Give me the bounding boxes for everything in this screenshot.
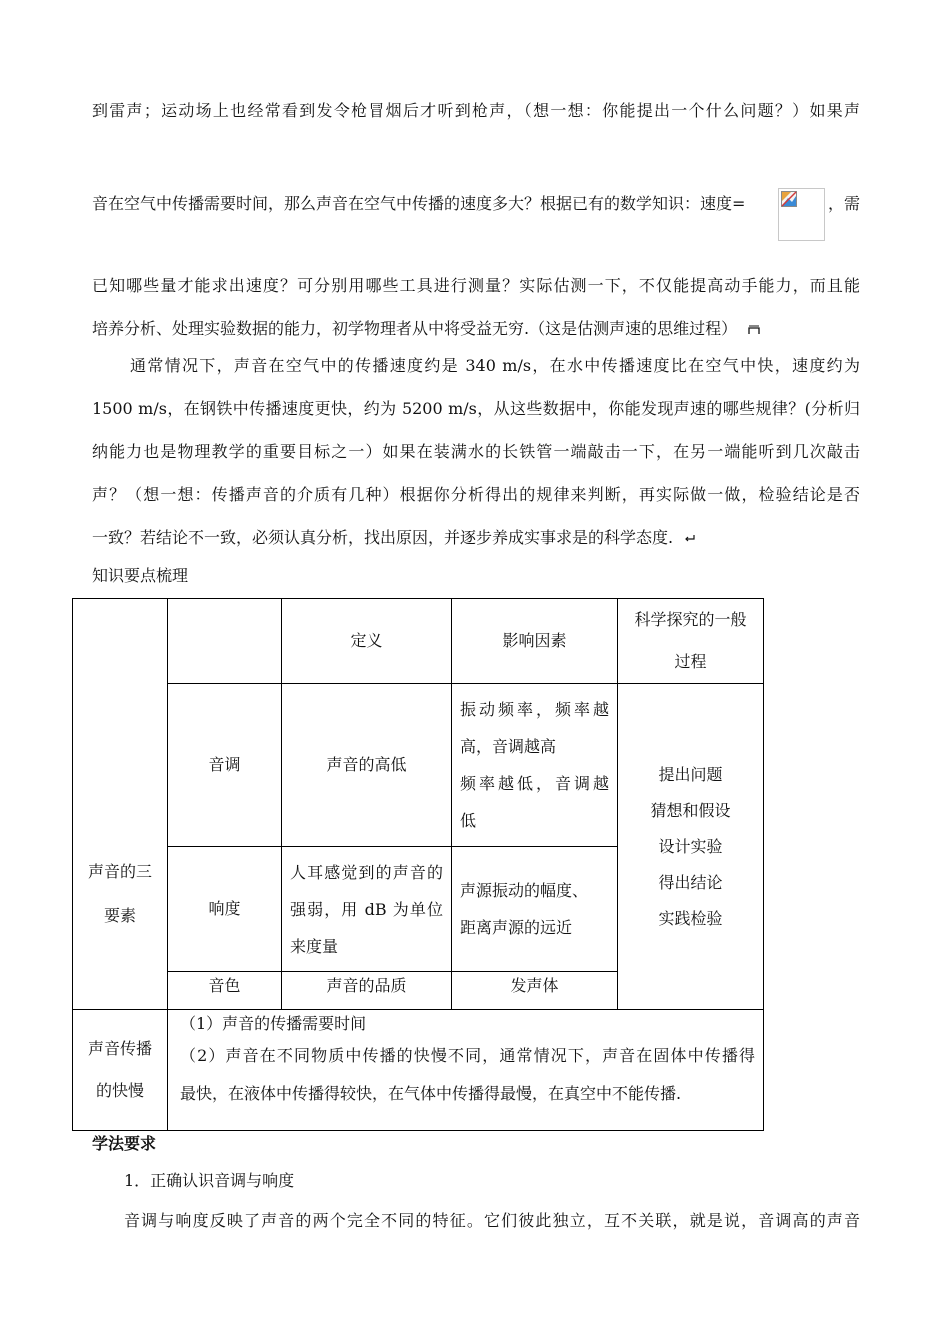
paragraph-return-icon xyxy=(684,534,696,544)
factor-line: 低 xyxy=(460,811,477,830)
row-name-pitch: 音调 xyxy=(168,684,282,847)
paragraph-line xyxy=(92,318,760,340)
section-title: 知识要点梳理 xyxy=(92,566,189,585)
speed-label-cell xyxy=(73,1010,168,1131)
table-header-row xyxy=(73,599,764,684)
paragraph-line: 纳能力也是物理教学的重要目标之一）如果在装满水的长铁管一端敲击一下，在另一端能听到几次敲击 xyxy=(92,442,860,461)
study-item: 1．正确认识音调与响度 xyxy=(124,1171,295,1190)
header-factors: 影响因素 xyxy=(452,599,618,684)
process-step: 得出结论 xyxy=(658,872,723,892)
factor-line: 高，音调越高 xyxy=(460,737,557,756)
row-name-loudness: 响度 xyxy=(168,847,282,972)
paragraph-text: 培养分析、处理实验数据的能力，初学物理者从中将受益无穷.（这是估测声速的思维过程） xyxy=(92,319,738,338)
factor-line: 频率越低，音调越 xyxy=(460,774,609,793)
study-title: 学法要求 xyxy=(92,1134,157,1153)
speed-line: （1）声音的传播需要时间 xyxy=(180,1014,367,1033)
header-process-line: 科学探究的一般 xyxy=(634,610,747,629)
header-process-line: 过程 xyxy=(674,652,707,671)
table-row-speed xyxy=(73,1010,764,1131)
header-definition: 定义 xyxy=(282,599,452,684)
study-text: 音调与响度反映了声音的两个完全不同的特征。它们彼此独立，互不关联，就是说，音调高的声音 xyxy=(124,1211,860,1230)
process-step: 设计实验 xyxy=(658,836,723,856)
definition-line: 强弱，用 dB 为单位 xyxy=(290,899,443,919)
factor-line: 距离声源的远近 xyxy=(460,918,573,937)
factor-line: 声源振动的幅度、 xyxy=(460,881,589,900)
header-process xyxy=(618,599,764,684)
paragraph-text: 一致？若结论不一致，必须认真分析，找出原因，并逐步养成实事求是的科学态度. xyxy=(92,528,674,547)
group-label-line: 声音的三 xyxy=(87,862,152,881)
row-factors-loudness xyxy=(452,847,618,972)
process-step: 实践检验 xyxy=(658,908,723,928)
process-step: 提出问题 xyxy=(658,764,723,784)
table-row xyxy=(73,684,764,847)
paragraph-line: ，需 xyxy=(828,194,861,213)
formula-image-placeholder xyxy=(778,188,825,241)
paragraph-line: 1500 m/s，在钢铁中传播速度更快，约为 5200 m/s，从这些数据中，你能发现声速的哪些规律？(分析归 xyxy=(92,399,860,418)
paragraph-line xyxy=(92,527,696,549)
speed-label-line: 的快慢 xyxy=(95,1081,144,1100)
knowledge-table xyxy=(72,598,764,1131)
group-label-line: 要素 xyxy=(103,906,136,925)
speed-label-line: 声音传播 xyxy=(87,1039,152,1058)
speed-content-cell xyxy=(168,1010,764,1131)
paragraph-line: 声？（想一想：传播声音的介质有几种）根据你分析得出的规律来判断，再实际做一做，检验结论是否 xyxy=(92,485,860,504)
paragraph-mark-icon xyxy=(748,325,760,335)
definition-line: 来度量 xyxy=(290,936,339,956)
paragraph-line: 已知哪些量才能求出速度？可分别用哪些工具进行测量？实际估测一下，不仅能提高动手能力，而且能 xyxy=(92,276,860,295)
row-factors-pitch xyxy=(452,684,618,847)
paragraph-line: 到雷声；运动场上也经常看到发令枪冒烟后才听到枪声，（想一想：你能提出一个什么问题？）如果声 xyxy=(92,101,860,120)
paragraph-line: 通常情况下，声音在空气中的传播速度约是 340 m/s，在水中传播速度比在空气中快，速度约为 xyxy=(130,356,860,375)
factor-line: 振动频率，频率越 xyxy=(460,700,609,719)
row-definition-timbre: 声音的品质 xyxy=(282,972,452,1010)
row-definition-pitch: 声音的高低 xyxy=(282,684,452,847)
process-step: 猜想和假设 xyxy=(650,800,731,820)
header-empty-cell xyxy=(168,599,282,684)
definition-line: 人耳感觉到的声音的 xyxy=(290,862,443,882)
process-steps-cell xyxy=(618,684,764,1010)
speed-line: 最快，在液体中传播得较快，在气体中传播得最慢，在真空中不能传播. xyxy=(180,1084,682,1103)
row-factors-timbre: 发声体 xyxy=(452,972,618,1010)
broken-image-icon xyxy=(781,191,797,207)
speed-line: （2）声音在不同物质中传播的快慢不同，通常情况下，声音在固体中传播得 xyxy=(180,1046,755,1065)
group-label-cell xyxy=(73,599,168,1010)
row-name-timbre: 音色 xyxy=(168,972,282,1010)
paragraph-line: 音在空气中传播需要时间，那么声音在空气中传播的速度多大？根据已有的数学知识：速度= xyxy=(92,194,746,213)
row-definition-loudness xyxy=(282,847,452,972)
